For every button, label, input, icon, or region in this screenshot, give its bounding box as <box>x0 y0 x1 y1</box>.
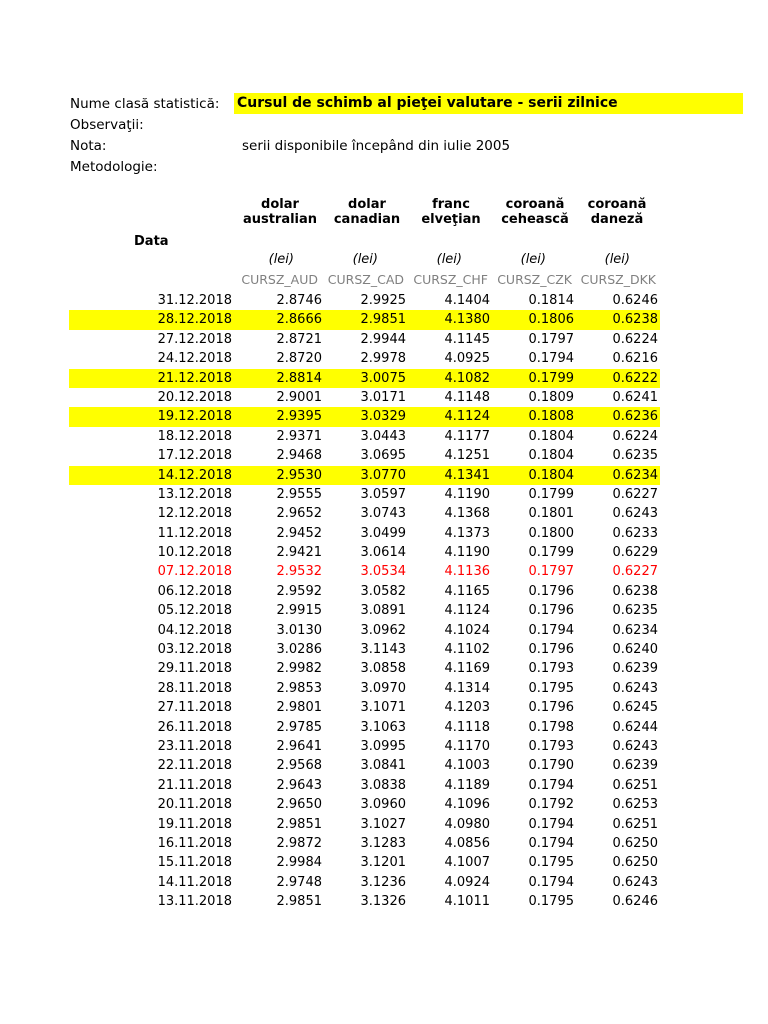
rate-cell-czk: 0.1799 <box>528 486 574 502</box>
observations-label: Observaţii: <box>70 117 144 133</box>
rate-cell-czk: 0.1801 <box>528 506 574 522</box>
table-row <box>0 776 768 795</box>
data-table-body <box>0 291 768 912</box>
date-cell: 14.11.2018 <box>157 874 232 890</box>
rate-cell-czk: 0.1796 <box>528 583 574 599</box>
date-cell: 07.12.2018 <box>157 564 232 580</box>
page-title: Cursul de schimb al pieţei valutare - serii zilnice <box>237 95 618 111</box>
rate-cell-dkk: 0.6229 <box>612 545 658 561</box>
date-cell: 29.11.2018 <box>157 661 232 677</box>
rate-cell-cad: 3.0499 <box>360 525 406 541</box>
rate-cell-czk: 0.1804 <box>528 448 574 464</box>
rate-cell-dkk: 0.6243 <box>612 738 658 754</box>
rate-cell-czk: 0.1794 <box>528 777 574 793</box>
table-row <box>0 388 768 407</box>
rate-cell-chf: 4.1404 <box>444 293 490 308</box>
table-row <box>0 737 768 756</box>
date-cell: 11.12.2018 <box>157 525 232 541</box>
table-row <box>0 466 768 485</box>
table-row <box>0 485 768 504</box>
rate-cell-chf: 4.1177 <box>444 428 490 444</box>
rate-cell-dkk: 0.6222 <box>612 370 658 386</box>
rate-cell-cad: 2.9944 <box>360 331 406 347</box>
rate-cell-czk: 0.1796 <box>528 642 574 658</box>
date-cell: 12.12.2018 <box>157 506 232 522</box>
rate-cell-chf: 4.1368 <box>444 506 490 522</box>
table-row <box>0 543 768 562</box>
note-label: Nota: <box>70 138 107 154</box>
table-row <box>0 834 768 853</box>
rate-cell-aud: 2.9853 <box>276 680 322 696</box>
rate-cell-dkk: 0.6251 <box>612 777 658 793</box>
date-cell: 26.11.2018 <box>157 719 232 735</box>
table-row <box>0 756 768 775</box>
date-cell: 28.11.2018 <box>157 680 232 696</box>
rate-cell-chf: 4.0925 <box>444 351 490 367</box>
rate-cell-czk: 0.1794 <box>528 835 574 851</box>
rate-cell-aud: 2.9555 <box>276 486 322 502</box>
rate-cell-chf: 4.1165 <box>444 583 490 599</box>
rate-cell-chf: 4.1190 <box>444 545 490 561</box>
date-cell: 10.12.2018 <box>157 545 232 561</box>
date-cell: 21.12.2018 <box>157 370 232 386</box>
rate-cell-cad: 3.0891 <box>360 603 406 619</box>
rate-cell-chf: 4.0856 <box>444 835 490 851</box>
rate-cell-dkk: 0.6227 <box>612 564 658 580</box>
rate-cell-chf: 4.1124 <box>444 409 490 425</box>
rate-cell-chf: 4.0924 <box>444 874 490 890</box>
code-aud: CURSZ_AUD <box>241 272 318 287</box>
rate-cell-chf: 4.1148 <box>444 389 490 405</box>
rate-cell-aud: 2.8721 <box>276 331 322 347</box>
unit-chf: (lei) <box>436 252 462 267</box>
unit-dkk: (lei) <box>604 252 630 267</box>
rate-cell-cad: 3.0841 <box>360 758 406 774</box>
rate-cell-cad: 3.0582 <box>360 583 406 599</box>
rate-cell-chf: 4.1169 <box>444 661 490 677</box>
rate-cell-aud: 2.9371 <box>276 428 322 444</box>
rate-cell-aud: 2.9650 <box>276 797 322 813</box>
table-row <box>0 582 768 601</box>
rate-cell-dkk: 0.6250 <box>612 855 658 871</box>
rate-cell-cad: 3.0962 <box>360 622 406 638</box>
rate-cell-chf: 4.1102 <box>444 642 490 658</box>
rate-cell-cad: 3.0534 <box>360 564 406 580</box>
table-row <box>0 873 768 892</box>
rate-cell-cad: 3.1326 <box>360 894 406 910</box>
rate-cell-cad: 3.0970 <box>360 680 406 696</box>
rate-cell-dkk: 0.6238 <box>612 583 658 599</box>
rate-cell-cad: 2.9925 <box>360 293 406 308</box>
rate-cell-aud: 2.8814 <box>276 370 322 386</box>
rate-cell-cad: 3.1063 <box>360 719 406 735</box>
rate-cell-aud: 2.9421 <box>276 545 322 561</box>
rate-cell-czk: 0.1804 <box>528 428 574 444</box>
rate-cell-aud: 2.9568 <box>276 758 322 774</box>
rate-cell-chf: 4.0980 <box>444 816 490 832</box>
rate-cell-dkk: 0.6224 <box>612 331 658 347</box>
rate-cell-chf: 4.1136 <box>444 564 490 580</box>
rate-cell-aud: 2.9643 <box>276 777 322 793</box>
rate-cell-aud: 2.9851 <box>276 894 322 910</box>
rate-cell-aud: 2.8746 <box>276 293 322 308</box>
rate-cell-dkk: 0.6246 <box>612 894 658 910</box>
date-cell: 13.12.2018 <box>157 486 232 502</box>
rate-cell-aud: 2.9641 <box>276 738 322 754</box>
rate-cell-dkk: 0.6241 <box>612 389 658 405</box>
rate-cell-aud: 2.9785 <box>276 719 322 735</box>
table-row <box>0 659 768 678</box>
rate-cell-czk: 0.1794 <box>528 816 574 832</box>
date-cell: 27.11.2018 <box>157 700 232 716</box>
date-cell: 05.12.2018 <box>157 603 232 619</box>
rate-cell-czk: 0.1797 <box>528 564 574 580</box>
rate-cell-cad: 3.0743 <box>360 506 406 522</box>
rate-cell-dkk: 0.6250 <box>612 835 658 851</box>
rate-cell-aud: 2.9984 <box>276 855 322 871</box>
table-row <box>0 310 768 329</box>
table-row <box>0 562 768 581</box>
rate-cell-czk: 0.1790 <box>528 758 574 774</box>
rate-cell-aud: 2.9592 <box>276 583 322 599</box>
rate-cell-czk: 0.1809 <box>528 389 574 405</box>
date-cell: 16.11.2018 <box>157 835 232 851</box>
rate-cell-czk: 0.1814 <box>528 293 574 308</box>
date-cell: 20.12.2018 <box>157 389 232 405</box>
rate-cell-cad: 3.1201 <box>360 855 406 871</box>
rate-cell-czk: 0.1798 <box>528 719 574 735</box>
unit-czk: (lei) <box>520 252 546 267</box>
rate-cell-dkk: 0.6216 <box>612 351 658 367</box>
rate-cell-czk: 0.1792 <box>528 797 574 813</box>
rate-cell-aud: 2.9652 <box>276 506 322 522</box>
rate-cell-cad: 2.9851 <box>360 312 406 328</box>
column-header-dkk: coroană daneză <box>587 197 647 227</box>
code-cad: CURSZ_CAD <box>327 272 404 287</box>
rate-cell-aud: 2.9452 <box>276 525 322 541</box>
rate-cell-dkk: 0.6227 <box>612 486 658 502</box>
rate-cell-aud: 2.9001 <box>276 389 322 405</box>
rate-cell-chf: 4.1190 <box>444 486 490 502</box>
rate-cell-chf: 4.1314 <box>444 680 490 696</box>
rate-cell-czk: 0.1800 <box>528 525 574 541</box>
rate-cell-cad: 3.0960 <box>360 797 406 813</box>
rate-cell-chf: 4.1170 <box>444 738 490 754</box>
rate-cell-dkk: 0.6238 <box>612 312 658 328</box>
rate-cell-chf: 4.1203 <box>444 700 490 716</box>
rate-cell-chf: 4.1124 <box>444 603 490 619</box>
rate-cell-dkk: 0.6253 <box>612 797 658 813</box>
date-cell: 27.12.2018 <box>157 331 232 347</box>
rate-cell-cad: 3.1027 <box>360 816 406 832</box>
rate-cell-czk: 0.1795 <box>528 855 574 871</box>
rate-cell-aud: 3.0286 <box>276 642 322 658</box>
table-row <box>0 504 768 523</box>
rate-cell-cad: 2.9978 <box>360 351 406 367</box>
rate-cell-aud: 2.8720 <box>276 351 322 367</box>
unit-cad: (lei) <box>352 252 378 267</box>
rate-cell-cad: 3.1143 <box>360 642 406 658</box>
rate-cell-aud: 2.9801 <box>276 700 322 716</box>
table-row <box>0 446 768 465</box>
rate-cell-dkk: 0.6246 <box>612 293 658 308</box>
rate-cell-czk: 0.1794 <box>528 351 574 367</box>
column-header-aud: dolar australian <box>242 197 318 227</box>
code-chf: CURSZ_CHF <box>413 272 488 287</box>
rate-cell-chf: 4.1251 <box>444 448 490 464</box>
rate-cell-aud: 3.0130 <box>276 622 322 638</box>
rate-cell-czk: 0.1795 <box>528 680 574 696</box>
column-header-cad: dolar canadian <box>333 197 401 227</box>
rate-cell-czk: 0.1799 <box>528 370 574 386</box>
rate-cell-chf: 4.1189 <box>444 777 490 793</box>
table-row <box>0 330 768 349</box>
rate-cell-cad: 3.1283 <box>360 835 406 851</box>
table-row <box>0 407 768 426</box>
rate-cell-chf: 4.1024 <box>444 622 490 638</box>
table-row <box>0 815 768 834</box>
rate-cell-dkk: 0.6243 <box>612 506 658 522</box>
rate-cell-chf: 4.1380 <box>444 312 490 328</box>
rate-cell-czk: 0.1794 <box>528 874 574 890</box>
table-row <box>0 698 768 717</box>
rate-cell-aud: 2.8666 <box>276 312 322 328</box>
date-cell: 03.12.2018 <box>157 642 232 658</box>
date-cell: 23.11.2018 <box>157 738 232 754</box>
unit-aud: (lei) <box>268 252 294 267</box>
rate-cell-dkk: 0.6245 <box>612 700 658 716</box>
rate-cell-dkk: 0.6240 <box>612 642 658 658</box>
rate-cell-cad: 3.0075 <box>360 370 406 386</box>
rate-cell-chf: 4.1003 <box>444 758 490 774</box>
rate-cell-dkk: 0.6233 <box>612 525 658 541</box>
rate-cell-cad: 3.0329 <box>360 409 406 425</box>
column-header-czk: coroană cehească <box>501 197 569 227</box>
rate-cell-chf: 4.1341 <box>444 467 490 483</box>
rate-cell-cad: 3.1236 <box>360 874 406 890</box>
rate-cell-czk: 0.1797 <box>528 331 574 347</box>
rate-cell-dkk: 0.6239 <box>612 758 658 774</box>
rate-cell-cad: 3.0614 <box>360 545 406 561</box>
rate-cell-cad: 3.0171 <box>360 389 406 405</box>
date-cell: 14.12.2018 <box>157 467 232 483</box>
rate-cell-cad: 3.0443 <box>360 428 406 444</box>
rate-cell-dkk: 0.6239 <box>612 661 658 677</box>
table-row <box>0 291 768 310</box>
table-row <box>0 524 768 543</box>
rate-cell-aud: 2.9468 <box>276 448 322 464</box>
table-row <box>0 601 768 620</box>
rate-cell-aud: 2.9532 <box>276 564 322 580</box>
date-cell: 24.12.2018 <box>157 351 232 367</box>
rate-cell-dkk: 0.6235 <box>612 448 658 464</box>
column-header-chf: franc elveţian <box>421 197 481 227</box>
date-cell: 04.12.2018 <box>157 622 232 638</box>
rate-cell-czk: 0.1799 <box>528 545 574 561</box>
rate-cell-czk: 0.1804 <box>528 467 574 483</box>
rate-cell-cad: 3.0597 <box>360 486 406 502</box>
methodology-label: Metodologie: <box>70 159 158 175</box>
rate-cell-chf: 4.1011 <box>444 894 490 910</box>
rate-cell-aud: 2.9395 <box>276 409 322 425</box>
rate-cell-aud: 2.9748 <box>276 874 322 890</box>
table-row <box>0 640 768 659</box>
rate-cell-aud: 2.9530 <box>276 467 322 483</box>
rate-cell-czk: 0.1806 <box>528 312 574 328</box>
rate-cell-dkk: 0.6236 <box>612 409 658 425</box>
rate-cell-dkk: 0.6244 <box>612 719 658 735</box>
rate-cell-dkk: 0.6235 <box>612 603 658 619</box>
rate-cell-cad: 3.0770 <box>360 467 406 483</box>
table-row <box>0 892 768 911</box>
rate-cell-czk: 0.1796 <box>528 603 574 619</box>
rate-cell-czk: 0.1795 <box>528 894 574 910</box>
table-row <box>0 795 768 814</box>
rate-cell-chf: 4.1096 <box>444 797 490 813</box>
rate-cell-dkk: 0.6243 <box>612 680 658 696</box>
rate-cell-czk: 0.1793 <box>528 661 574 677</box>
rate-cell-dkk: 0.6234 <box>612 467 658 483</box>
date-cell: 28.12.2018 <box>157 312 232 328</box>
table-row <box>0 427 768 446</box>
table-row <box>0 679 768 698</box>
rate-cell-czk: 0.1808 <box>528 409 574 425</box>
date-cell: 19.12.2018 <box>157 409 232 425</box>
table-row <box>0 621 768 640</box>
rate-cell-cad: 3.0995 <box>360 738 406 754</box>
rate-cell-aud: 2.9915 <box>276 603 322 619</box>
rate-cell-dkk: 0.6234 <box>612 622 658 638</box>
date-cell: 22.11.2018 <box>157 758 232 774</box>
date-cell: 17.12.2018 <box>157 448 232 464</box>
table-row <box>0 349 768 368</box>
date-cell: 06.12.2018 <box>157 583 232 599</box>
rate-cell-dkk: 0.6251 <box>612 816 658 832</box>
code-czk: CURSZ_CZK <box>497 272 572 287</box>
rate-cell-aud: 2.9851 <box>276 816 322 832</box>
rate-cell-czk: 0.1796 <box>528 700 574 716</box>
rate-cell-chf: 4.1007 <box>444 855 490 871</box>
date-cell: 18.12.2018 <box>157 428 232 444</box>
rate-cell-czk: 0.1794 <box>528 622 574 638</box>
rate-cell-cad: 3.0858 <box>360 661 406 677</box>
note-text: serii disponibile începând din iulie 2005 <box>242 138 511 154</box>
rate-cell-aud: 2.9982 <box>276 661 322 677</box>
date-cell: 20.11.2018 <box>157 797 232 813</box>
rate-cell-chf: 4.1082 <box>444 370 490 386</box>
table-row <box>0 718 768 737</box>
table-row <box>0 369 768 388</box>
table-row <box>0 853 768 872</box>
class-label: Nume clasă statistică: <box>70 96 220 112</box>
date-cell: 15.11.2018 <box>157 855 232 871</box>
rate-cell-cad: 3.0838 <box>360 777 406 793</box>
rate-cell-dkk: 0.6224 <box>612 428 658 444</box>
code-dkk: CURSZ_DKK <box>580 272 656 287</box>
date-cell: 31.12.2018 <box>157 293 232 308</box>
rate-cell-czk: 0.1793 <box>528 738 574 754</box>
date-column-header: Data <box>134 234 169 249</box>
date-cell: 13.11.2018 <box>157 894 232 910</box>
rate-cell-chf: 4.1118 <box>444 719 490 735</box>
rate-cell-aud: 2.9872 <box>276 835 322 851</box>
date-cell: 19.11.2018 <box>157 816 232 832</box>
date-cell: 21.11.2018 <box>157 777 232 793</box>
rate-cell-cad: 3.0695 <box>360 448 406 464</box>
rate-cell-dkk: 0.6243 <box>612 874 658 890</box>
rate-cell-chf: 4.1373 <box>444 525 490 541</box>
rate-cell-cad: 3.1071 <box>360 700 406 716</box>
rate-cell-chf: 4.1145 <box>444 331 490 347</box>
